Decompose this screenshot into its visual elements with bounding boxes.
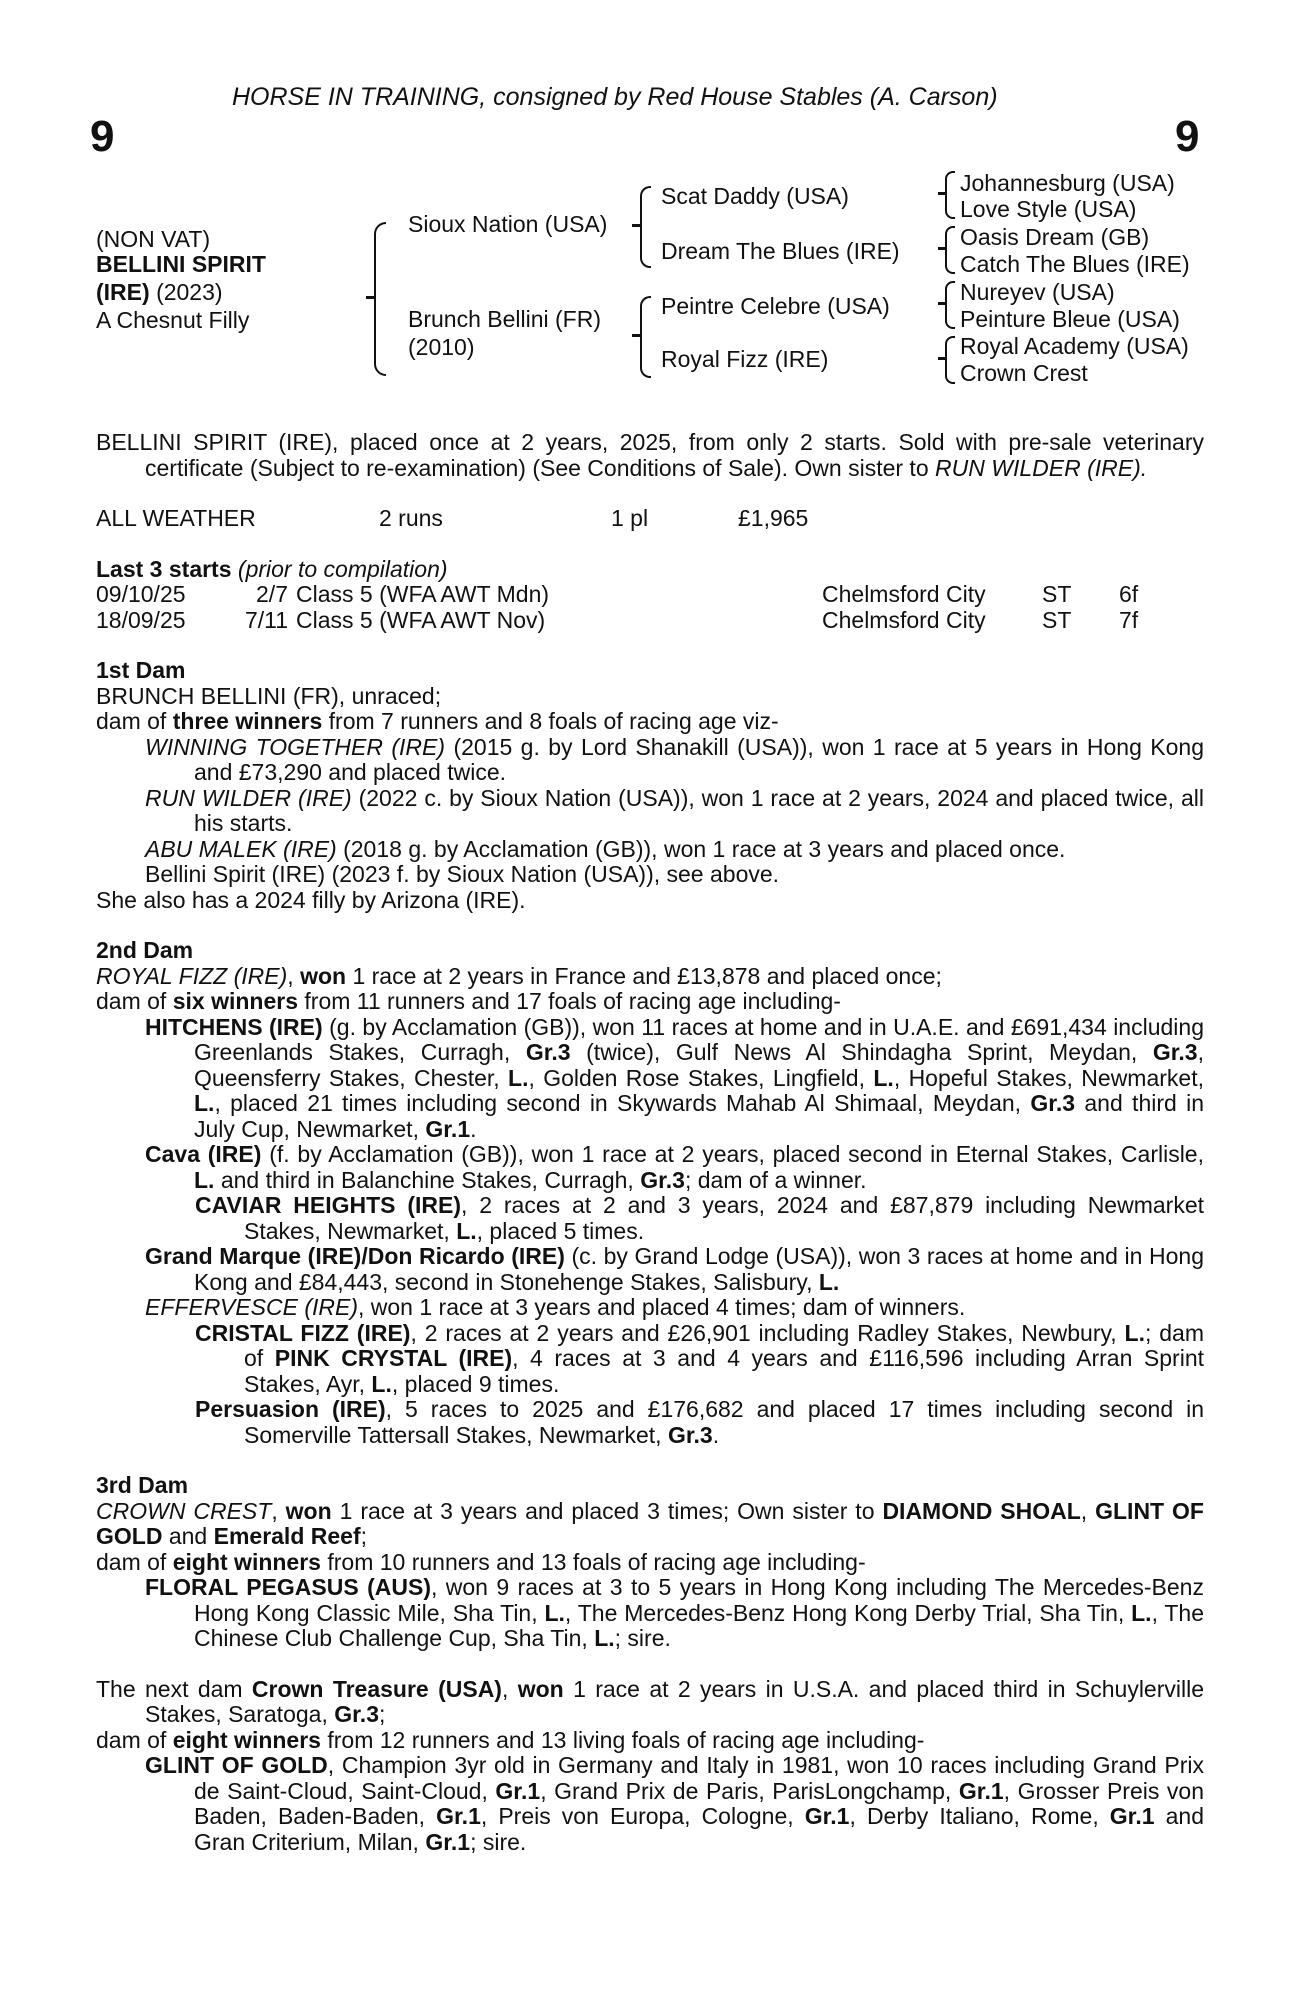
- horse-name-suffix: (IRE) (2023): [96, 279, 223, 305]
- pedigree-brace-dam: [640, 296, 651, 378]
- pedigree-brace-g3-2-tip: [938, 247, 946, 250]
- horse-description: A Chesnut Filly: [96, 307, 250, 333]
- pedigree-brace-dam-tip: [632, 334, 642, 337]
- pedigree-brace-g3-3-tip: [938, 302, 946, 305]
- lot-number-right: 9: [1175, 112, 1200, 161]
- pedigree-dam-year: (2010): [408, 334, 475, 360]
- pedigree-gen3-1: Johannesburg (USA): [960, 170, 1175, 196]
- page-header: HORSE IN TRAINING, consigned by Red House Stables (A. Carson): [232, 83, 998, 111]
- record-row: ALL WEATHER 2 runs 1 pl £1,965: [96, 505, 809, 531]
- pedigree-brace-g3-1: [945, 171, 955, 219]
- pedigree-brace-g3-4: [945, 336, 955, 384]
- third-dam-produce-line: dam of eight winners from 10 runners and 13 foals of racing age including-: [96, 1548, 866, 1575]
- catalogue-body: [96, 430, 1204, 1855]
- pedigree-sire: Sioux Nation (USA): [408, 211, 608, 237]
- pedigree-gen2-1: Scat Daddy (USA): [661, 183, 849, 209]
- pedigree-gen2-2: Dream The Blues (IRE): [661, 238, 900, 264]
- pedigree-brace-sire-tip: [632, 224, 642, 227]
- pedigree-gen3-8: Crown Crest: [960, 360, 1088, 386]
- produce-entry: HITCHENS (IRE) (g. by Acclamation (GB)), won 11 races at home and in U.A.E. and £691,434 including Greenlands Stakes, Curragh, Gr.3 (twice), Gulf News Al Shindagha Sprint, Meydan, Gr.3, Queensferry Stakes, Chester, L., Golden Rose Stakes, Lingfield, L., Hopeful Stakes, Newmarket, L., placed 21 times including second in Skywards Mahab Al Shimaal, Meydan, Gr.3 and third in July Cup, Newmarket, Gr.1.: [145, 1013, 1204, 1142]
- produce-entry: Cava (IRE) (f. by Acclamation (GB)), won 1 race at 2 years, placed second in Eternal Stakes, Carlisle, L. and third in Balanchine Stakes, Curragh, Gr.3; dam of a winner.: [145, 1141, 1204, 1193]
- produce-entry: GLINT OF GOLD, Champion 3yr old in Germany and Italy in 1981, won 10 races including Grand Prix de Saint-Cloud, Saint-Cloud, Gr.1, Grand Prix de Paris, ParisLongchamp, Gr.1, Grosser Preis von Baden, Baden-Baden, Gr.1, Preis von Europa, Cologne, Gr.1, Derby Italiano, Rome, Gr.1 and Gran Criterium, Milan, Gr.1; sire.: [145, 1752, 1205, 1855]
- produce-entry: Bellini Spirit (IRE) (2023 f. by Sioux Nation (USA)), see above.: [145, 861, 780, 887]
- vat-status: (NON VAT): [96, 226, 211, 252]
- pedigree-gen3-3: Oasis Dream (GB): [960, 224, 1150, 250]
- second-dam-line: ROYAL FIZZ (IRE), won 1 race at 2 years in France and £13,878 and placed once;: [96, 962, 942, 989]
- pedigree-brace-g3-3: [945, 281, 955, 329]
- pedigree-brace-sire: [640, 186, 651, 268]
- pedigree-gen2-4: Royal Fizz (IRE): [661, 346, 829, 372]
- second-dam-produce-line: dam of six winners from 11 runners and 17 foals of racing age including-: [96, 988, 841, 1014]
- pedigree-brace-main-tip: [366, 296, 376, 299]
- second-dam-heading: 2nd Dam: [96, 937, 194, 963]
- pedigree-gen3-7: Royal Academy (USA): [960, 333, 1189, 359]
- pedigree-gen2-3: Peintre Celebre (USA): [661, 293, 890, 319]
- pedigree-gen3-4: Catch The Blues (IRE): [960, 251, 1190, 277]
- first-dam-heading: 1st Dam: [96, 657, 186, 683]
- produce-entry: CRISTAL FIZZ (IRE), 2 races at 2 years and £26,901 including Radley Stakes, Newbury, L.; dam of PINK CRYSTAL (IRE), 4 races at 3 and 4 years and £116,596 including Arran Sprint Stakes, Ayr, L., placed 9 times.: [195, 1319, 1205, 1397]
- produce-entry: CAVIAR HEIGHTS (IRE), 2 races at 2 and 3 years, 2024 and £87,879 including Newmarket Stakes, Newmarket, L., placed 5 times.: [195, 1192, 1204, 1244]
- produce-entry: RUN WILDER (IRE) (2022 c. by Sioux Nation (USA)), won 1 race at 2 years, 2024 and placed twice, all his starts.: [145, 784, 1204, 836]
- pedigree-gen3-6: Peinture Bleue (USA): [960, 306, 1180, 332]
- first-dam-line: BRUNCH BELLINI (FR), unraced;: [96, 682, 442, 709]
- pedigree-dam: Brunch Bellini (FR): [408, 306, 601, 332]
- last-starts-heading: Last 3 starts (prior to compilation): [96, 555, 448, 582]
- produce-entry: WINNING TOGETHER (IRE) (2015 g. by Lord Shanakill (USA)), won 1 race at 5 years in Hong Kong and £73,290 and placed twice.: [145, 733, 1204, 785]
- produce-entry: FLORAL PEGASUS (AUS), won 9 races at 3 to 5 years in Hong Kong including The Mercedes-Benz Hong Kong Classic Mile, Sha Tin, L., The Mercedes-Benz Hong Kong Derby Trial, Sha Tin, L., The Chinese Club Challenge Cup, Sha Tin, L.; sire.: [145, 1574, 1205, 1651]
- produce-entry: ABU MALEK (IRE) (2018 g. by Acclamation (GB)), won 1 race at 3 years and placed once.: [145, 835, 1066, 862]
- first-dam-produce-line: dam of three winners from 7 runners and 8 foals of racing age viz-: [96, 708, 779, 734]
- produce-note: She also has a 2024 filly by Arizona (IRE).: [96, 886, 526, 913]
- pedigree-gen3-2: Love Style (USA): [960, 196, 1137, 222]
- third-dam-line: CROWN CREST, won 1 race at 3 years and placed 3 times; Own sister to DIAMOND SHOAL, GLINT OF GOLD and Emerald Reef;: [96, 1497, 1204, 1549]
- next-dam-produce-line: dam of eight winners from 12 runners and 13 living foals of racing age including-: [96, 1726, 925, 1753]
- last-starts-row: 18/09/25 7/11 Class 5 (WFA AWT Nov) Chelmsford City ST 7f: [96, 606, 1139, 633]
- pedigree-brace-g3-1-tip: [938, 192, 946, 195]
- lot-number-left: 9: [90, 112, 115, 161]
- pedigree-gen3-5: Nureyev (USA): [960, 279, 1115, 305]
- summary-paragraph: BELLINI SPIRIT (IRE), placed once at 2 years, 2025, from only 2 starts. Sold with pre-sale veterinary certificate (Subject to re-examination) (See Conditions of Sale). Own sister to RUN WILDER (IRE).: [96, 429, 1204, 481]
- produce-entry: Persuasion (IRE), 5 races to 2025 and £176,682 and placed 17 times including second in Somerville Tattersall Stakes, Newmarket, Gr.3.: [195, 1396, 1205, 1448]
- produce-entry: Grand Marque (IRE)/Don Ricardo (IRE) (c. by Grand Lodge (USA)), won 3 races at home and in Hong Kong and £84,443, second in Stonehenge Stakes, Salisbury, L.: [145, 1243, 1204, 1295]
- next-dam-line: The next dam Crown Treasure (USA), won 1 race at 2 years in U.S.A. and placed third in Schuylerville Stakes, Saratoga, Gr.3;: [96, 1675, 1204, 1727]
- horse-name: BELLINI SPIRIT: [96, 251, 266, 277]
- pedigree-brace-g3-4-tip: [938, 357, 946, 360]
- pedigree-brace-main: [374, 222, 386, 376]
- last-starts-row: 09/10/25 2/7 Class 5 (WFA AWT Mdn) Chelmsford City ST 6f: [96, 581, 1139, 607]
- produce-entry: EFFERVESCE (IRE), won 1 race at 3 years and placed 4 times; dam of winners.: [145, 1294, 966, 1320]
- pedigree-brace-g3-2: [945, 226, 955, 274]
- third-dam-heading: 3rd Dam: [96, 1472, 189, 1498]
